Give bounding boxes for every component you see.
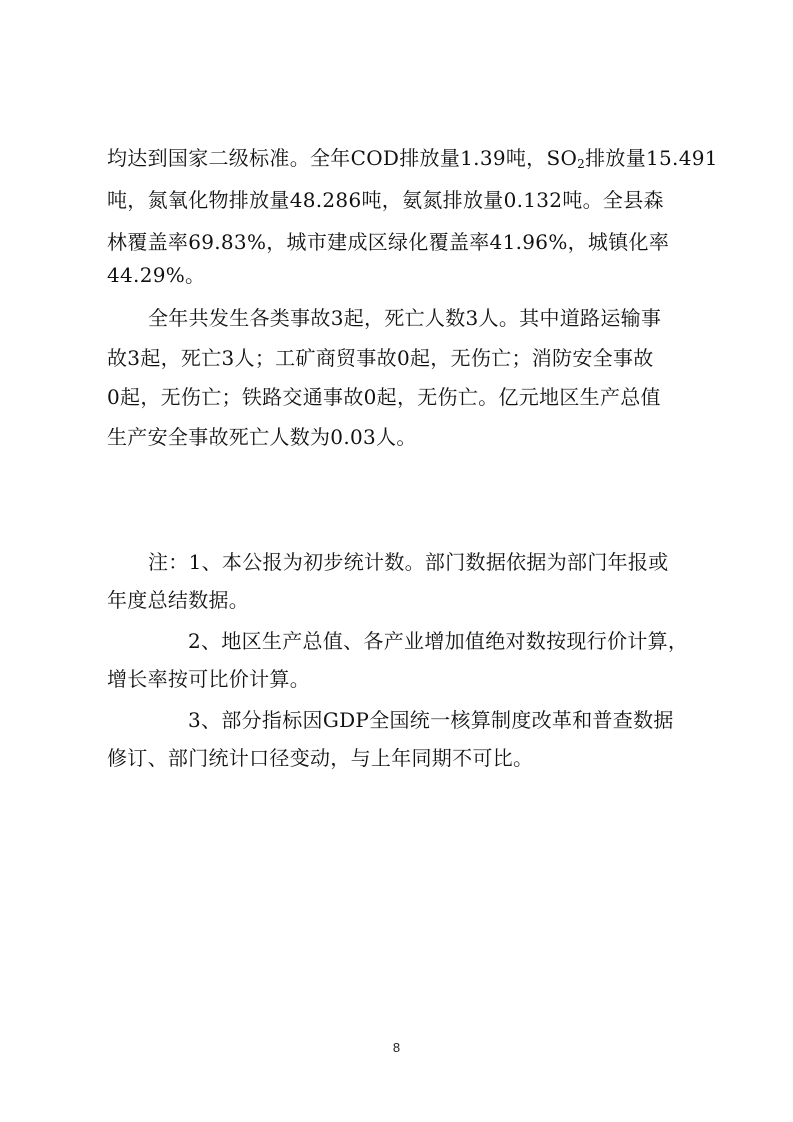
note-3-line-1: 3、部分指标因GDP全国统一核算制度改革和普查数据 bbox=[188, 708, 674, 732]
so2-subscript: 2 bbox=[577, 157, 586, 171]
note-2-line-2: 增长率按可比价计算。 bbox=[107, 667, 310, 691]
safety-line-3: 0起，无伤亡；铁路交通事故0起，无伤亡。亿元地区生产总值 bbox=[107, 385, 661, 409]
safety-line-2: 故3起，死亡3人；工矿商贸事故0起，无伤亡；消防安全事故 bbox=[107, 346, 654, 370]
env-line-1 bbox=[107, 141, 718, 181]
safety-line-1: 全年共发生各类事故3起，死亡人数3人。其中道路运输事 bbox=[148, 306, 662, 330]
page-number: 8 bbox=[392, 1040, 401, 1055]
env-line-3: 林覆盖率69.83%，城市建成区绿化覆盖率41.96%，城镇化率 bbox=[107, 230, 670, 254]
note-2-line-1: 2、地区生产总值、各产业增加值绝对数按现行价计算， bbox=[188, 629, 689, 653]
note-3-line-2: 修订、部门统计口径变动，与上年同期不可比。 bbox=[107, 746, 534, 770]
note-1-line-2: 年度总结数据。 bbox=[107, 588, 250, 612]
safety-line-4: 生产安全事故死亡人数为0.03人。 bbox=[107, 425, 417, 449]
note-1-line-1: 注：1、本公报为初步统计数。部门数据依据为部门年报或 bbox=[148, 550, 669, 574]
env-line-4: 44.29%。 bbox=[107, 263, 206, 287]
env-line-1-text-a: 均达到国家二级标准。全年COD排放量1.39吨，SO bbox=[107, 146, 578, 170]
env-line-2: 吨，氮氧化物排放量48.286吨，氨氮排放量0.132吨。全县森 bbox=[107, 188, 664, 212]
env-line-1-text-b: 排放量15.491 bbox=[585, 146, 718, 170]
